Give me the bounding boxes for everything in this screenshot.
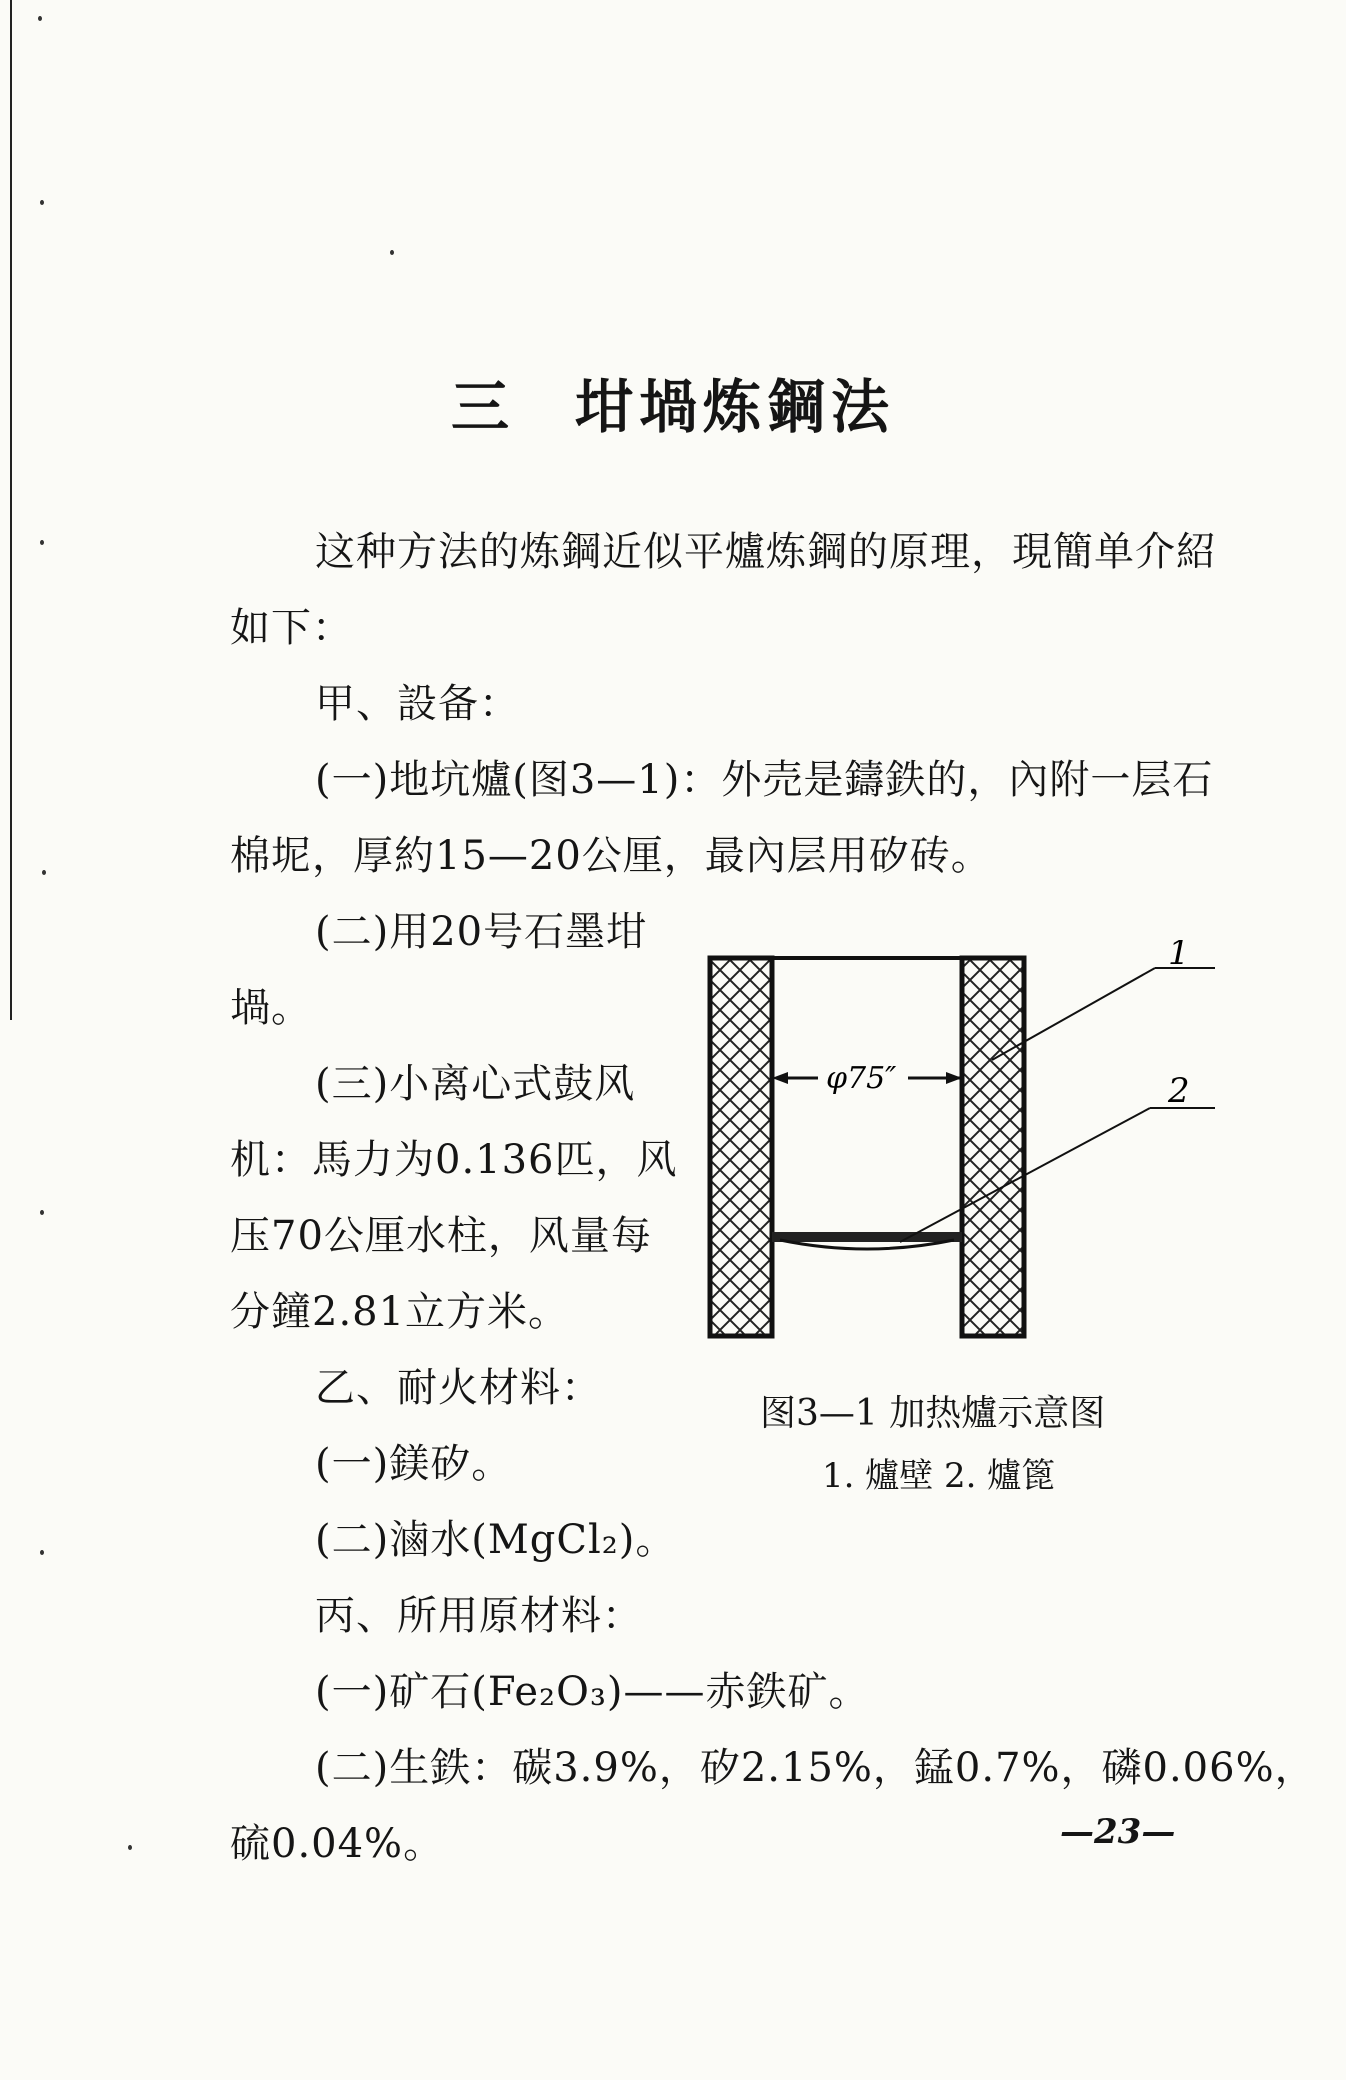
item3-line-4: 分鐘2.81立方米。 <box>230 1289 570 1335</box>
bing-item-1: (一)矿石(Fe₂O₃)——赤鉄矿。 <box>315 1669 870 1715</box>
figure-caption-title: 图3—1 加热爐示意图 <box>760 1393 1106 1434</box>
item1-line-1: (一)地坑爐(图3—1)：外売是鑄鉄的，內附一层石 <box>315 757 1214 803</box>
figure-caption-legend: 1. 爐壁 2. 爐篦 <box>822 1456 1056 1496</box>
chapter-number: 三 <box>450 373 515 441</box>
left-furnace-wall <box>710 958 772 1336</box>
section-yi-heading: 乙、耐火材料： <box>315 1365 602 1411</box>
right-furnace-wall <box>962 958 1024 1336</box>
yi-item-1: (一)鎂矽。 <box>315 1441 513 1487</box>
intro-line-1: 这种方法的炼鋼近似平爐炼鋼的原理，現簡单介紹 <box>315 529 1217 575</box>
dimension-label: φ75″ <box>826 1061 897 1096</box>
furnace-grate <box>772 1232 962 1242</box>
chapter-title-text: 坩堝炼鋼法 <box>575 373 896 441</box>
item1-line-2: 棉坭，厚約15—20公厘，最內层用矽砖。 <box>230 833 992 879</box>
item3-line-3: 压70公厘水柱，风量每 <box>230 1213 652 1259</box>
scan-speck <box>40 200 44 205</box>
intro-line-2: 如下： <box>230 605 353 651</box>
scan-speck <box>40 540 44 545</box>
section-jia-heading: 甲、設备： <box>315 681 520 727</box>
section-bing-heading: 丙、所用原材料： <box>315 1593 643 1639</box>
item2-line-1: (二)用20号石墨坩 <box>315 909 648 955</box>
scan-speck <box>40 1550 44 1555</box>
callout-2: 2 <box>1168 1071 1190 1111</box>
page-number: —23— <box>1060 1812 1176 1852</box>
item2-line-2: 堝。 <box>230 985 312 1031</box>
scan-speck <box>40 1210 44 1215</box>
furnace-diagram <box>690 940 1250 1350</box>
yi-item-2: (二)滷水(MgCl₂)。 <box>315 1517 677 1563</box>
item3-line-1: (三)小离心式鼓风 <box>315 1061 636 1107</box>
scan-speck <box>128 1845 132 1850</box>
bing-item-2-line-1: (二)生鉄：碳3.9%，矽2.15%，錳0.7%，磷0.06%， <box>315 1745 1316 1791</box>
item3-line-2: 机：馬力为0.136匹，风 <box>230 1137 678 1183</box>
page-binding-edge <box>10 0 12 1020</box>
callout-1: 1 <box>1168 940 1190 973</box>
scan-speck <box>38 16 42 21</box>
bing-item-2-line-2: 硫0.04%。 <box>230 1821 445 1867</box>
chapter-title <box>0 360 1346 444</box>
scan-speck <box>42 870 46 875</box>
scan-speck <box>390 250 394 255</box>
